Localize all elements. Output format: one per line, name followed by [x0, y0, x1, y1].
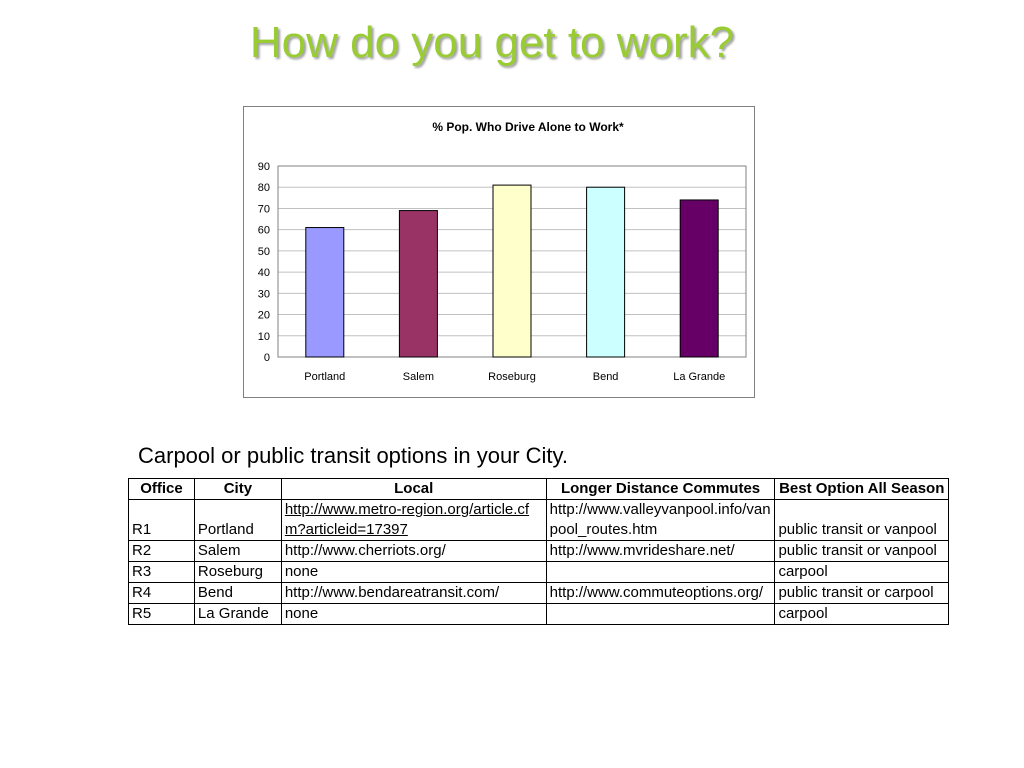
- table-row: [129, 604, 949, 625]
- city-cell: La Grande: [194, 604, 281, 625]
- office-cell: R1: [129, 500, 195, 541]
- bar-bend: [587, 187, 625, 357]
- x-tick-label: Bend: [592, 371, 619, 383]
- city-cell: Portland: [194, 500, 281, 541]
- office-cell: R2: [129, 541, 195, 562]
- local-link[interactable]: http://www.bendareatransit.com/: [281, 583, 546, 604]
- header-office: Office: [129, 479, 195, 500]
- x-tick-label: Portland: [304, 371, 346, 383]
- city-cell: Roseburg: [194, 562, 281, 583]
- bar-salem: [399, 211, 437, 357]
- y-tick-label: 70: [257, 203, 270, 216]
- best-option-cell: public transit or carpool: [775, 583, 949, 604]
- y-tick-label: 80: [257, 182, 270, 195]
- local-cell: none: [281, 604, 546, 625]
- bar-portland: [306, 228, 344, 357]
- x-tick-label: La Grande: [673, 371, 726, 383]
- y-tick-label: 40: [257, 267, 270, 280]
- best-option-cell: public transit or vanpool: [775, 500, 949, 541]
- city-cell: Bend: [194, 583, 281, 604]
- y-tick-label: 0: [263, 352, 270, 364]
- best-option-cell: carpool: [775, 562, 949, 583]
- x-tick-label: Salem: [402, 371, 434, 383]
- commute-cell: [546, 604, 775, 625]
- commute-link[interactable]: http://www.mvrideshare.net/: [546, 541, 775, 562]
- city-cell: Salem: [194, 541, 281, 562]
- table-header-row: [129, 479, 949, 500]
- table-row: [129, 562, 949, 583]
- best-option-cell: carpool: [775, 604, 949, 625]
- chart-svg: [244, 107, 754, 397]
- office-cell: R4: [129, 583, 195, 604]
- header-best-option: Best Option All Season: [775, 479, 949, 500]
- chart-title: % Pop. Who Drive Alone to Work*: [432, 120, 624, 134]
- y-tick-label: 60: [257, 224, 270, 237]
- table-row: [129, 583, 949, 604]
- y-tick-label: 10: [257, 330, 270, 343]
- commute-cell: [546, 562, 775, 583]
- slide-title: How do you get to work?: [249, 18, 735, 67]
- y-tick-label: 30: [257, 288, 270, 301]
- bar-chart: [243, 106, 755, 398]
- bar-la-grande: [680, 200, 718, 357]
- table-caption: Carpool or public transit options in your City.: [138, 443, 569, 468]
- local-link[interactable]: http://www.cherriots.org/: [281, 541, 546, 562]
- y-tick-label: 20: [257, 309, 270, 322]
- local-link[interactable]: http://www.metro-region.org/article.cfm?articleid=17397: [281, 500, 546, 541]
- x-tick-label: Roseburg: [488, 371, 536, 383]
- table-row: [129, 541, 949, 562]
- header-longer-distance: Longer Distance Commutes: [546, 479, 775, 500]
- bar-roseburg: [493, 185, 531, 357]
- table-row: [129, 500, 949, 541]
- best-option-cell: public transit or vanpool: [775, 541, 949, 562]
- header-local: Local: [281, 479, 546, 500]
- local-cell: none: [281, 562, 546, 583]
- y-tick-label: 90: [257, 161, 270, 173]
- transit-options-table: [128, 478, 949, 625]
- header-city: City: [194, 479, 281, 500]
- office-cell: R5: [129, 604, 195, 625]
- commute-link[interactable]: http://www.valleyvanpool.info/vanpool_routes.htm: [546, 500, 775, 541]
- y-tick-label: 50: [257, 245, 270, 258]
- office-cell: R3: [129, 562, 195, 583]
- commute-link[interactable]: http://www.commuteoptions.org/: [546, 583, 775, 604]
